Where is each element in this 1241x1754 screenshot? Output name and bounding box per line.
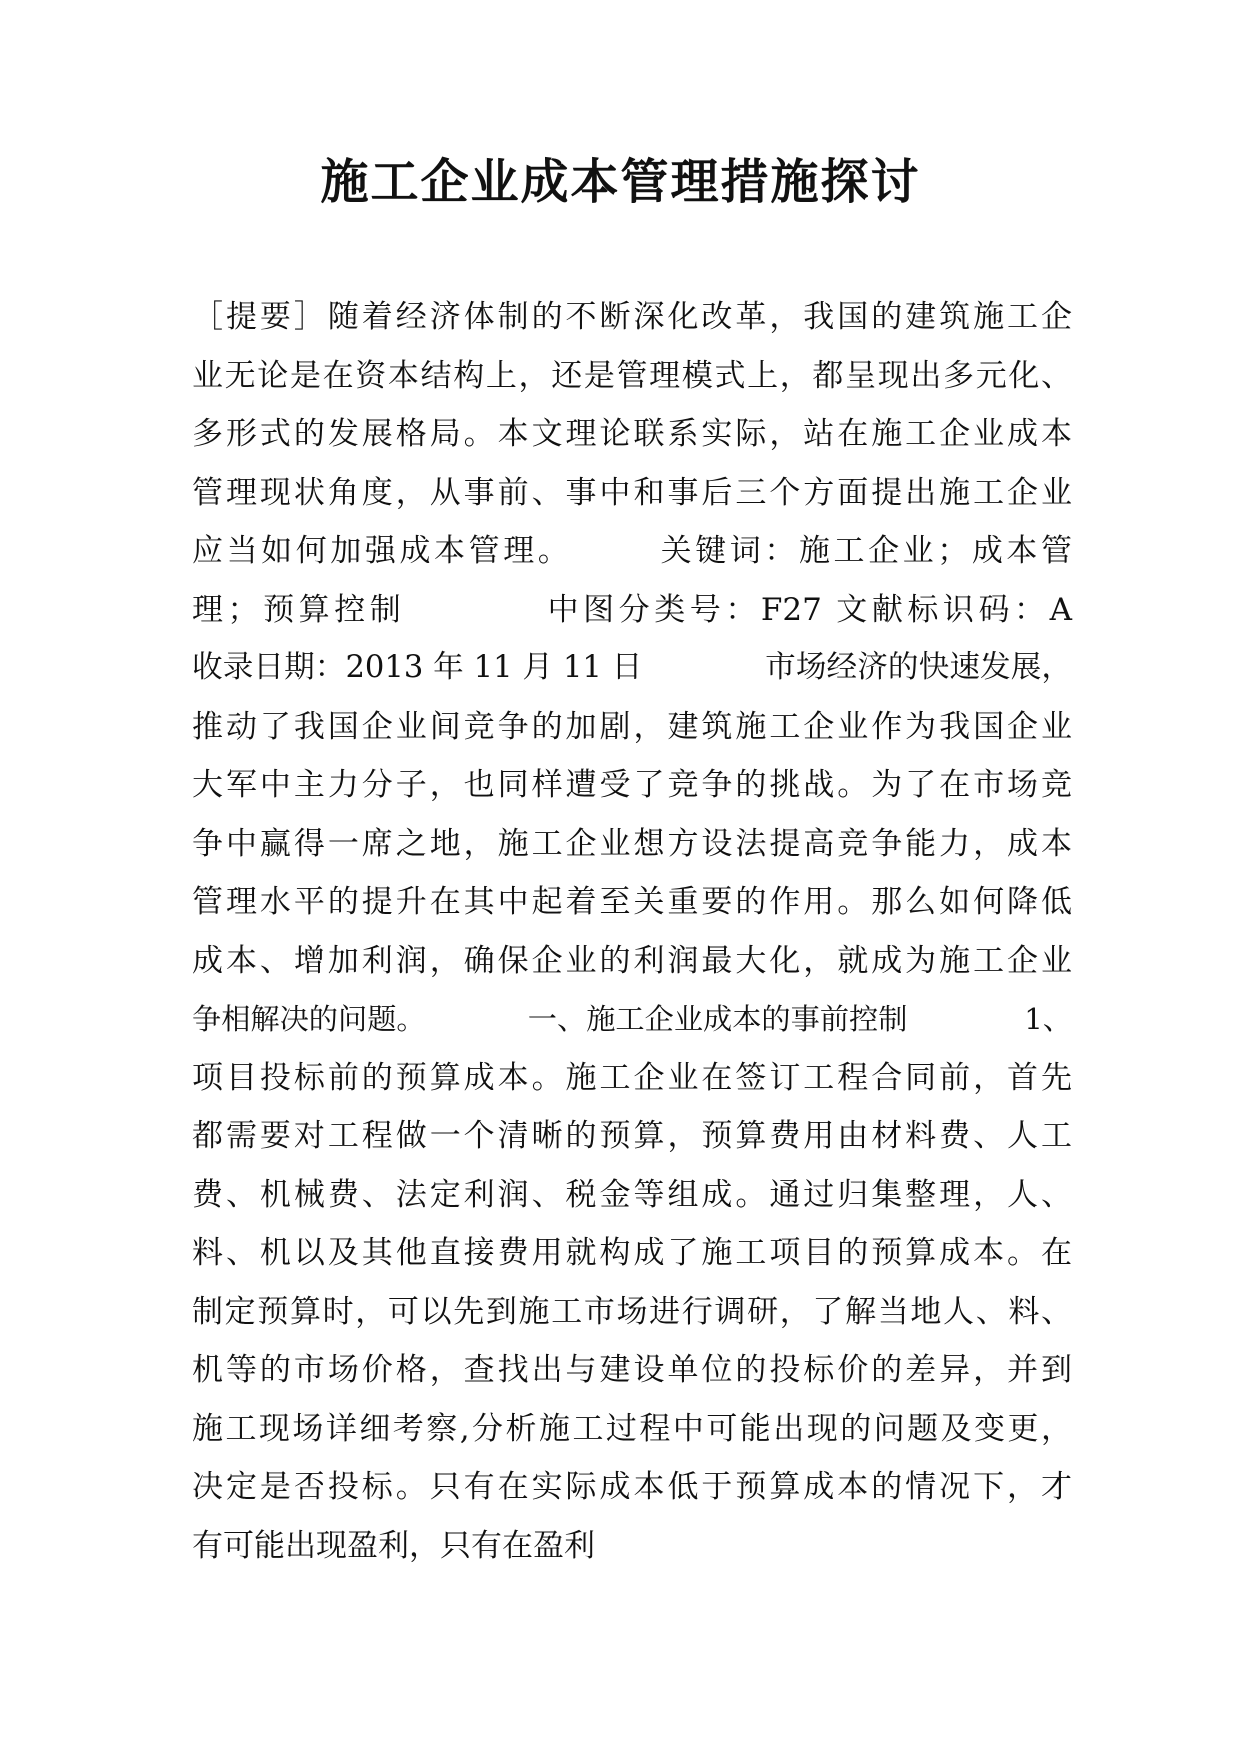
body-text-line: 有可能出现盈利，只有在盈利 xyxy=(192,1527,595,1564)
body-text-line: 项目投标前的预算成本。施工企业在签订工程合同前，首先 xyxy=(192,1059,1072,1096)
body-text-line: 推动了我国企业间竞争的加剧，建筑施工企业作为我国企业 xyxy=(192,708,1072,745)
body-text-line: 决定是否投标。只有在实际成本低于预算成本的情况下，才 xyxy=(192,1469,1072,1505)
body-text-line: 争相解决的问题。 一、施工企业成本的事前控制 1、 xyxy=(192,1002,1072,1036)
body-text-line: 收录日期：2013 年 11 月 11 日 市场经济的快速发展， xyxy=(192,650,1072,685)
body-text-line: 多形式的发展格局。本文理论联系实际，站在施工企业成本 xyxy=(192,416,1072,452)
body-text-line: 理；预算控制 中图分类号：F27 文献标识码：A xyxy=(192,591,1072,628)
document-body xyxy=(192,288,1072,1575)
body-text-line: 施工现场详细考察,分析施工过程中可能出现的问题及变更， xyxy=(192,1410,1072,1447)
body-text-line: ［提要］随着经济体制的不断深化改革，我国的建筑施工企 xyxy=(192,299,1072,335)
body-text-line: 业无论是在资本结构上，还是管理模式上，都呈现出多元化、 xyxy=(192,357,1072,394)
body-text-line: 管理水平的提升在其中起着至关重要的作用。那么如何降低 xyxy=(192,884,1072,920)
body-text-line: 应当如何加强成本管理。 关键词：施工企业；成本管 xyxy=(192,533,1072,569)
body-text-line: 机等的市场价格，查找出与建设单位的投标价的差异，并到 xyxy=(192,1352,1072,1388)
body-text-line: 费、机械费、法定利润、税金等组成。通过归集整理，人、 xyxy=(192,1176,1072,1213)
document-title: 施工企业成本管理措施探讨 xyxy=(320,154,921,210)
body-text-line: 成本、增加利润，确保企业的利润最大化，就成为施工企业 xyxy=(192,942,1072,979)
body-text-line: 管理现状角度，从事前、事中和事后三个方面提出施工企业 xyxy=(192,474,1072,511)
body-text-line: 争中赢得一席之地，施工企业想方设法提高竞争能力，成本 xyxy=(192,825,1072,862)
body-text-line: 都需要对工程做一个清晰的预算，预算费用由材料费、人工 xyxy=(192,1118,1072,1154)
body-text-line: 制定预算时，可以先到施工市场进行调研，了解当地人、料、 xyxy=(192,1293,1072,1330)
body-text-line: 大军中主力分子，也同样遭受了竞争的挑战。为了在市场竞 xyxy=(192,767,1072,803)
body-text-line: 料、机以及其他直接费用就构成了施工项目的预算成本。在 xyxy=(192,1235,1072,1271)
